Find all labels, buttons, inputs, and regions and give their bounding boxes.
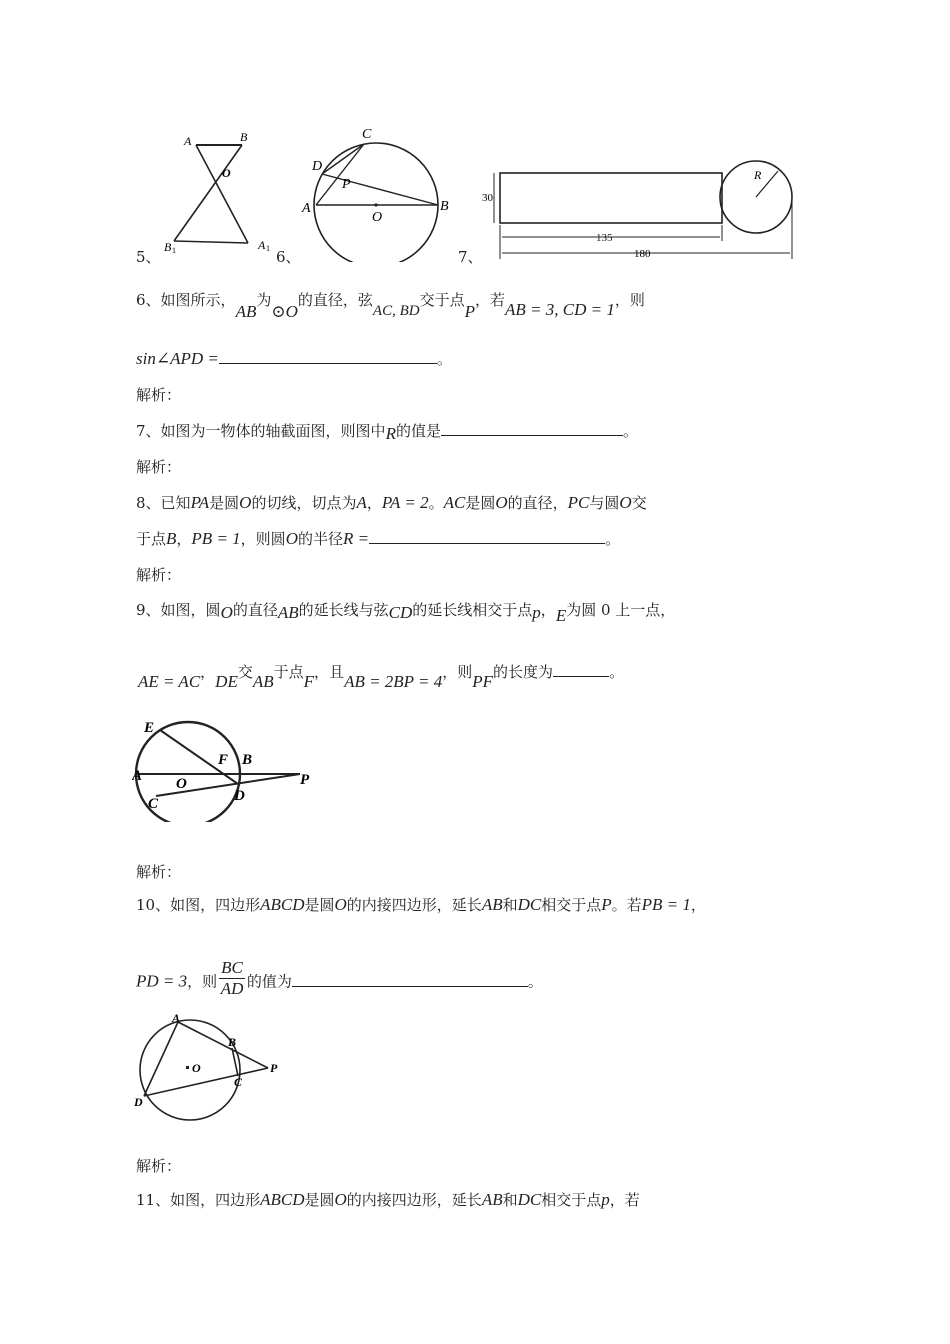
fig5-label-a1: A (258, 238, 266, 252)
q6-text: 如图所示， (160, 291, 236, 309)
q8-text: 的直径， (507, 494, 568, 512)
q9-math-ab: AB (252, 672, 274, 691)
q10-text: ， (690, 896, 706, 914)
q9-number: 9、 (136, 601, 161, 619)
q10-text: 。若 (611, 896, 642, 914)
q7-analysis: 解析： (136, 458, 182, 476)
q9-math-o: O (220, 603, 233, 622)
q6-text: 为 (256, 291, 272, 309)
q9-math-f: F (303, 672, 315, 691)
question-10-line-2 (136, 958, 543, 1003)
q11-text: 和 (502, 1191, 518, 1209)
q11-number: 11、 (136, 1191, 171, 1209)
question-6-line-2 (136, 348, 452, 369)
q9-math-p: p (532, 603, 541, 622)
q7-text: 的值是 (395, 422, 441, 440)
fig6-label-o: O (372, 210, 383, 225)
q10-math-p: P (601, 895, 612, 914)
q6-math-sin: sin∠APD = (136, 349, 219, 368)
q7-answer-blank[interactable] (441, 421, 623, 436)
question-9-line-2 (138, 661, 625, 691)
q8-answer-blank[interactable] (369, 529, 605, 544)
figure-number-7: 7、 (458, 248, 483, 266)
figure-number-5: 5、 (136, 248, 161, 266)
q10-text: 的值为 (246, 972, 292, 991)
q9-end: 。 (609, 663, 625, 681)
q10-text: 如图，四边形 (170, 896, 261, 914)
fig7-label-height: 30 (482, 192, 493, 204)
q11-text: 相交于点 (541, 1191, 602, 1209)
fig7-label-180: 180 (634, 248, 651, 260)
q10-end: 。 (527, 972, 543, 991)
fig5-label-o: O (222, 166, 231, 180)
q8-math-b: B (166, 529, 177, 548)
q9-math-de: DE (215, 672, 238, 691)
q9-text: 交 (237, 663, 253, 681)
q6-math-ab: AB (235, 302, 257, 321)
fig6-label-b: B (440, 199, 449, 214)
fig6-label-a: A (302, 201, 311, 216)
fig9-label-f: F (218, 752, 229, 768)
question-10-line-1 (136, 894, 706, 915)
fig5-label-b: B (240, 130, 248, 144)
fig5-label-a1-sub: 1 (266, 244, 270, 253)
q9-math-e: E (555, 606, 567, 625)
q7-math-r: R (385, 424, 396, 443)
q11-math-o: O (334, 1190, 347, 1209)
q11-math-p: p (601, 1190, 610, 1209)
q9-text: 的长度为 (493, 663, 554, 681)
fig6-label-d: D (312, 159, 323, 174)
figure-5-hourglass (158, 125, 278, 255)
question-8-line-2 (136, 528, 620, 549)
q9-text: 如图，圆 (160, 601, 221, 619)
q8-math-pb: PB = 1 (191, 529, 241, 548)
q9-math-pf: PF (472, 672, 494, 691)
q6-end: 。 (436, 350, 452, 368)
q11-text: ，若 (609, 1191, 640, 1209)
q10-number: 10、 (136, 896, 171, 914)
question-11-line-1 (136, 1189, 640, 1210)
q9-math-given: AB = 2BP = 4 (344, 672, 443, 691)
fig10-label-b: B (228, 1035, 237, 1049)
q9-answer-blank[interactable] (553, 662, 609, 677)
fig10-label-d: D (134, 1095, 143, 1109)
figure-7-section (478, 155, 808, 265)
q8-math-pa: PA (190, 493, 210, 512)
q9-text: 的延长线相交于点 (412, 601, 533, 619)
q9-text: 于点 (273, 663, 304, 681)
q6-answer-blank[interactable] (219, 349, 437, 364)
q7-number: 7、 (136, 422, 161, 440)
q8-number: 8、 (136, 494, 161, 512)
q10-text: 是圆 (304, 896, 335, 914)
fig7-label-r: R (754, 168, 762, 182)
q9-text: 为圆 0 上一点， (566, 601, 676, 619)
q9-text: ， (540, 601, 556, 619)
q6-text: ，则 (614, 291, 645, 309)
q9-text: ， (200, 663, 216, 681)
q9-text: ，且 (314, 663, 345, 681)
q6-math-p: P (464, 302, 475, 321)
q8-text: 的切线，切点为 (251, 494, 357, 512)
q10-math-dc: DC (517, 895, 542, 914)
q8-math-ac: AC (443, 493, 466, 512)
q8-text: 是圆 (465, 494, 496, 512)
q11-math-dc: DC (517, 1190, 542, 1209)
q6-math-chords: AC, BD (372, 303, 420, 319)
figure-number-6: 6、 (276, 248, 301, 266)
question-9-line-1 (136, 599, 676, 625)
q8-text: 是圆 (209, 494, 240, 512)
q10-math-abcd: ABCD (260, 895, 305, 914)
q9-text: ，则 (442, 663, 473, 681)
q8-math-a: A (356, 493, 367, 512)
fig6-label-p: P (342, 177, 351, 192)
q10-fraction-numerator: BC (221, 958, 243, 977)
q6-math-given: AB = 3, CD = 1 (505, 300, 615, 319)
q8-text: ，则圆 (240, 530, 286, 548)
q7-text: 如图为一物体的轴截面图，则图中 (160, 422, 386, 440)
q10-text: 的内接四边形，延长 (346, 896, 482, 914)
q10-analysis: 解析： (136, 1157, 182, 1175)
q10-fraction (219, 958, 245, 999)
q6-text: 交于点 (419, 291, 465, 309)
q11-text: 如图，四边形 (170, 1191, 261, 1209)
q10-answer-blank[interactable] (292, 972, 528, 987)
fig10-label-o: O (192, 1061, 201, 1075)
q11-math-ab: AB (481, 1190, 503, 1209)
q9-text: 的直径 (232, 601, 278, 619)
fig9-label-p: P (300, 772, 310, 788)
question-8-line-1 (136, 492, 647, 513)
figure-6-circle (298, 122, 458, 262)
q10-text: ，则 (187, 972, 218, 991)
figure-10-circle (130, 1010, 290, 1122)
q11-math-abcd: ABCD (260, 1190, 305, 1209)
q8-text: 交 (631, 494, 647, 512)
question-7 (136, 420, 638, 441)
q11-text: 是圆 (304, 1191, 335, 1209)
q8-analysis: 解析： (136, 566, 182, 584)
fig10-label-a: A (172, 1011, 181, 1025)
q10-math-pd: PD = 3 (136, 971, 188, 991)
q8-text: ， (176, 530, 192, 548)
q8-text: 的半径 (297, 530, 343, 548)
fig7-label-135: 135 (596, 232, 613, 244)
q6-analysis: 解析： (136, 386, 182, 404)
q6-math-circle-o: ⊙O (271, 302, 298, 321)
q8-math-o: O (239, 493, 252, 512)
q8-text: ， (366, 494, 382, 512)
q6-text: 的直径，弦 (297, 291, 373, 309)
q8-math-o: O (495, 493, 508, 512)
q8-math-pa2: PA = 2 (381, 493, 429, 512)
q8-math-o: O (285, 529, 298, 548)
fig9-label-b: B (242, 752, 253, 768)
q9-math-arcs: AE = AC (138, 672, 201, 691)
q8-math-r: R = (342, 529, 370, 548)
fig5-label-b1-sub: 1 (172, 246, 176, 255)
q11-text: 的内接四边形，延长 (346, 1191, 482, 1209)
q9-math-cd: CD (388, 603, 413, 622)
q8-end: 。 (605, 530, 621, 548)
q10-math-ab: AB (481, 895, 503, 914)
fig9-label-e: E (144, 720, 155, 736)
q10-text: 和 (502, 896, 518, 914)
q8-text: 。 (428, 494, 444, 512)
fig10-label-c: C (234, 1075, 243, 1089)
q9-text: 的延长线与弦 (298, 601, 389, 619)
q10-fraction-denominator: AD (220, 979, 244, 998)
q10-text: 相交于点 (541, 896, 602, 914)
fig5-label-a: A (184, 134, 192, 148)
fig5-label-b1: B (164, 240, 172, 254)
q10-math-pb: PB = 1 (641, 895, 691, 914)
q6-text: ，若 (474, 291, 505, 309)
fig9-label-c: C (148, 796, 159, 812)
fig9-label-d: D (234, 788, 245, 804)
q9-analysis: 解析： (136, 863, 182, 881)
fig9-label-o: O (176, 776, 187, 792)
fig10-label-p: P (270, 1061, 278, 1075)
q6-number: 6、 (136, 291, 161, 309)
q8-text: 与圆 (589, 494, 620, 512)
q7-end: 。 (622, 422, 638, 440)
q9-math-ab: AB (277, 603, 299, 622)
q8-math-o: O (619, 493, 632, 512)
q8-text: 于点 (136, 530, 167, 548)
q8-math-pc: PC (567, 493, 590, 512)
q10-math-o: O (334, 895, 347, 914)
fig9-label-a: A (132, 768, 143, 784)
figure-9-circle (132, 712, 322, 822)
question-6-line-1 (136, 289, 645, 321)
q8-text: 已知 (160, 494, 191, 512)
fig6-label-c: C (362, 127, 372, 142)
